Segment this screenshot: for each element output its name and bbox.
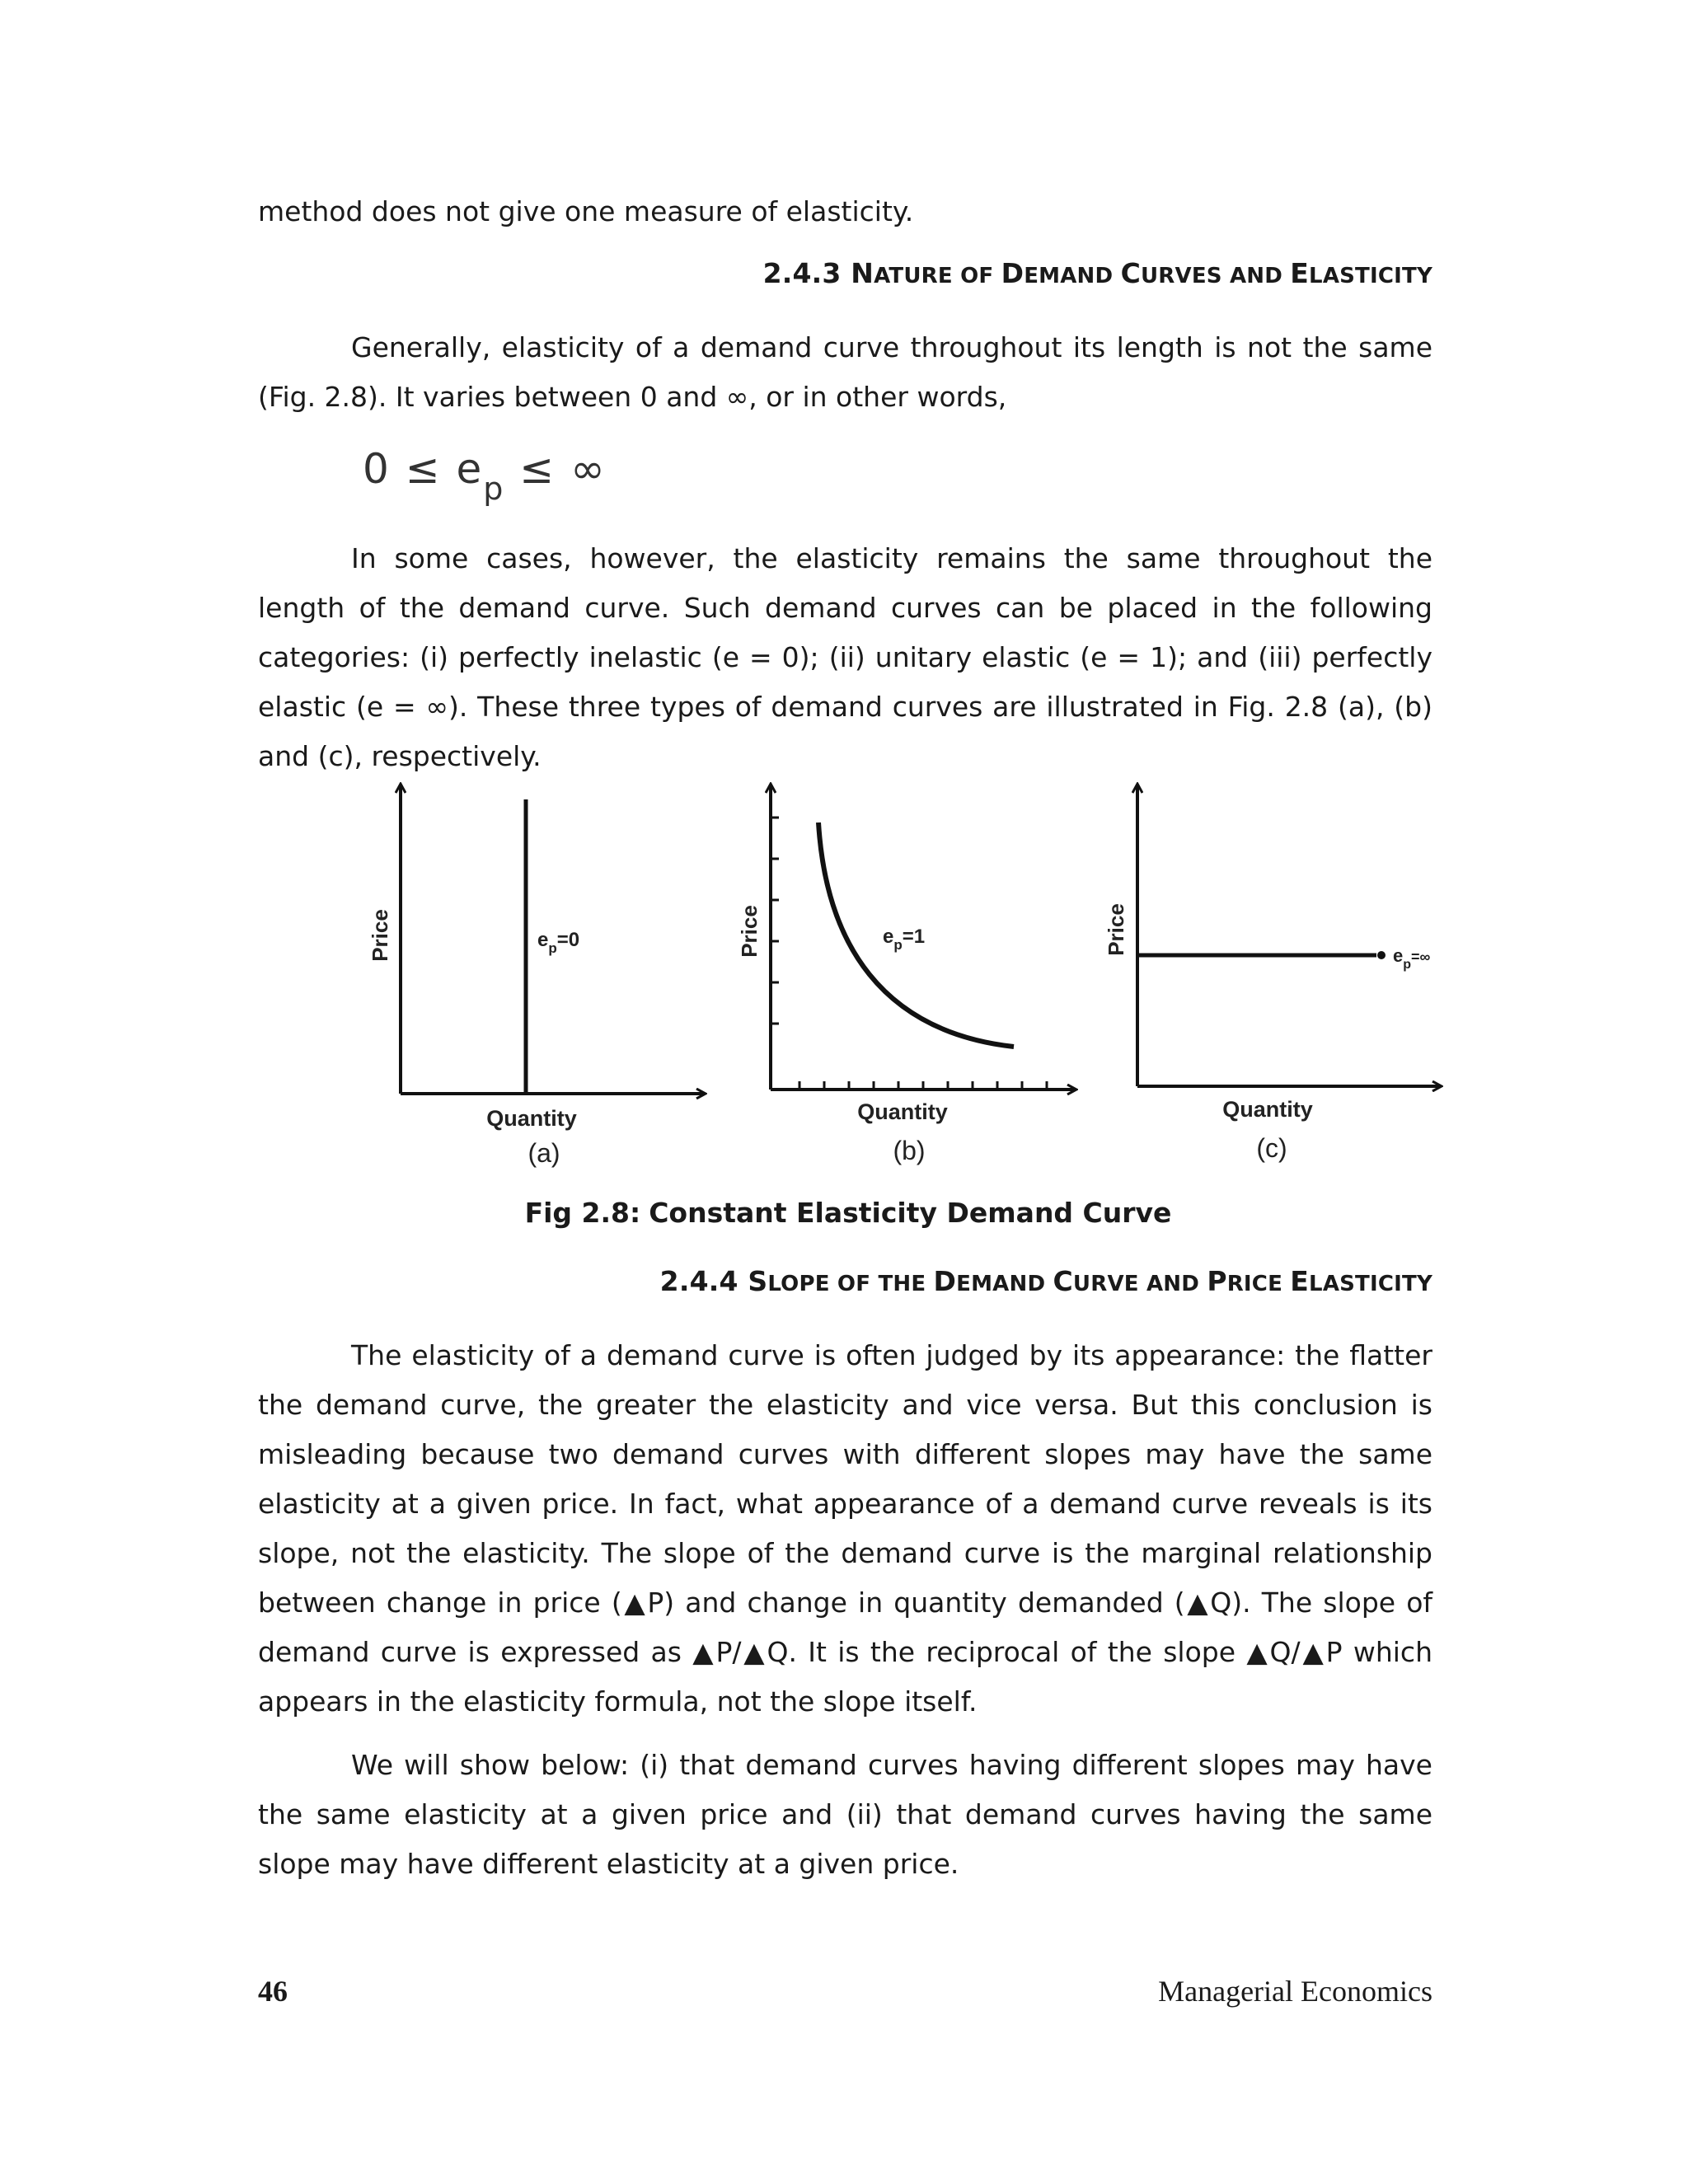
section-number: 2.4.4 (659, 1265, 738, 1297)
section-number: 2.4.3 (762, 257, 842, 289)
section-2-4-4-heading (258, 1265, 1432, 1297)
figure-caption (0, 1197, 1688, 1229)
caption-label: Fig 2.8: (524, 1197, 641, 1229)
section-2-4-3-paragraph-1 (258, 323, 1432, 422)
curve-label: $e_p=1$ (883, 926, 926, 953)
section-2-4-4-paragraph-2 (258, 1741, 1432, 1889)
intro-line: method does not give one measure of elasticity. (258, 195, 914, 227)
panel-label: (c) (1256, 1133, 1287, 1163)
section-title: SLOPE OF THE DEMAND CURVE AND PRICE ELASTICITY (748, 1265, 1432, 1297)
paragraph: Generally, elasticity of a demand curve throughout its length is not the same (Fig. 2.8). It varies between 0 and ∞, or in other words, (258, 331, 1432, 413)
curve-label: $e_p^{=\infty}$ (1393, 945, 1431, 972)
paragraph: In some cases, however, the elasticity remains the same throughout the length of the demand curve. Such demand curves can be placed in the following categories: (i) perfectly inelastic (e = 0); (ii) unitary elastic (e = 1); and (iii) perfectly elastic (e = ∞). These three types of demand curves are illustrated in Fig. 2.8 (a), (b) and (c), respectively. (258, 542, 1432, 772)
panel-label: (b) (893, 1136, 926, 1165)
section-2-4-3-paragraph-2 (258, 534, 1432, 781)
intro-paragraph (258, 187, 1432, 237)
section-2-4-4-paragraph-1 (258, 1331, 1432, 1727)
x-axis-label: Quantity (857, 1099, 948, 1124)
panel-label: (a) (528, 1138, 560, 1168)
caption-text: Constant Elasticity Demand Curve (649, 1197, 1172, 1229)
curve-end-dot (1377, 951, 1386, 959)
elasticity-range-formula: $0 \le e_p$ ≤ ∞ (363, 445, 607, 507)
panel-c (1104, 785, 1441, 1163)
section-title: NATURE OF DEMAND CURVES AND ELASTICITY (851, 257, 1432, 289)
x-axis-label: Quantity (486, 1106, 577, 1131)
y-axis-label: Price (1104, 903, 1128, 956)
paragraph: The elasticity of a demand curve is often judged by its appearance: the flatter the demand curve, the greater the elasticity and vice versa. But this conclusion is misleading because two demand curves with different slopes may have the same elasticity at a given price. In fact, what appearance of a demand curve reveals is its slope, not the elasticity. The slope of the demand curve is the marginal relationship between change in price (▲P) and change in quantity demanded (▲Q). The slope of demand curve is expressed as ▲P/▲Q. It is the reciprocal of the slope ▲Q/▲P which appears in the elasticity formula, not the slope itself. (258, 1339, 1432, 1718)
y-axis-label: Price (368, 909, 392, 962)
page-number: 46 (258, 1975, 288, 2008)
section-2-4-3-heading (258, 257, 1432, 289)
curve-label: $e_p=0$ (537, 929, 580, 956)
paragraph: We will show below: (i) that demand curves having different slopes may have the same elasticity at a given price and (ii) that demand curves having the same slope may have different elasticity at a given price. (258, 1749, 1432, 1880)
x-axis-label: Quantity (1222, 1097, 1313, 1122)
book-title: Managerial Economics (1158, 1975, 1432, 2008)
panel-b (737, 785, 1076, 1165)
y-axis-label: Price (737, 905, 762, 958)
panel-a (368, 785, 705, 1168)
constant-elasticity-figure (354, 766, 1459, 1195)
